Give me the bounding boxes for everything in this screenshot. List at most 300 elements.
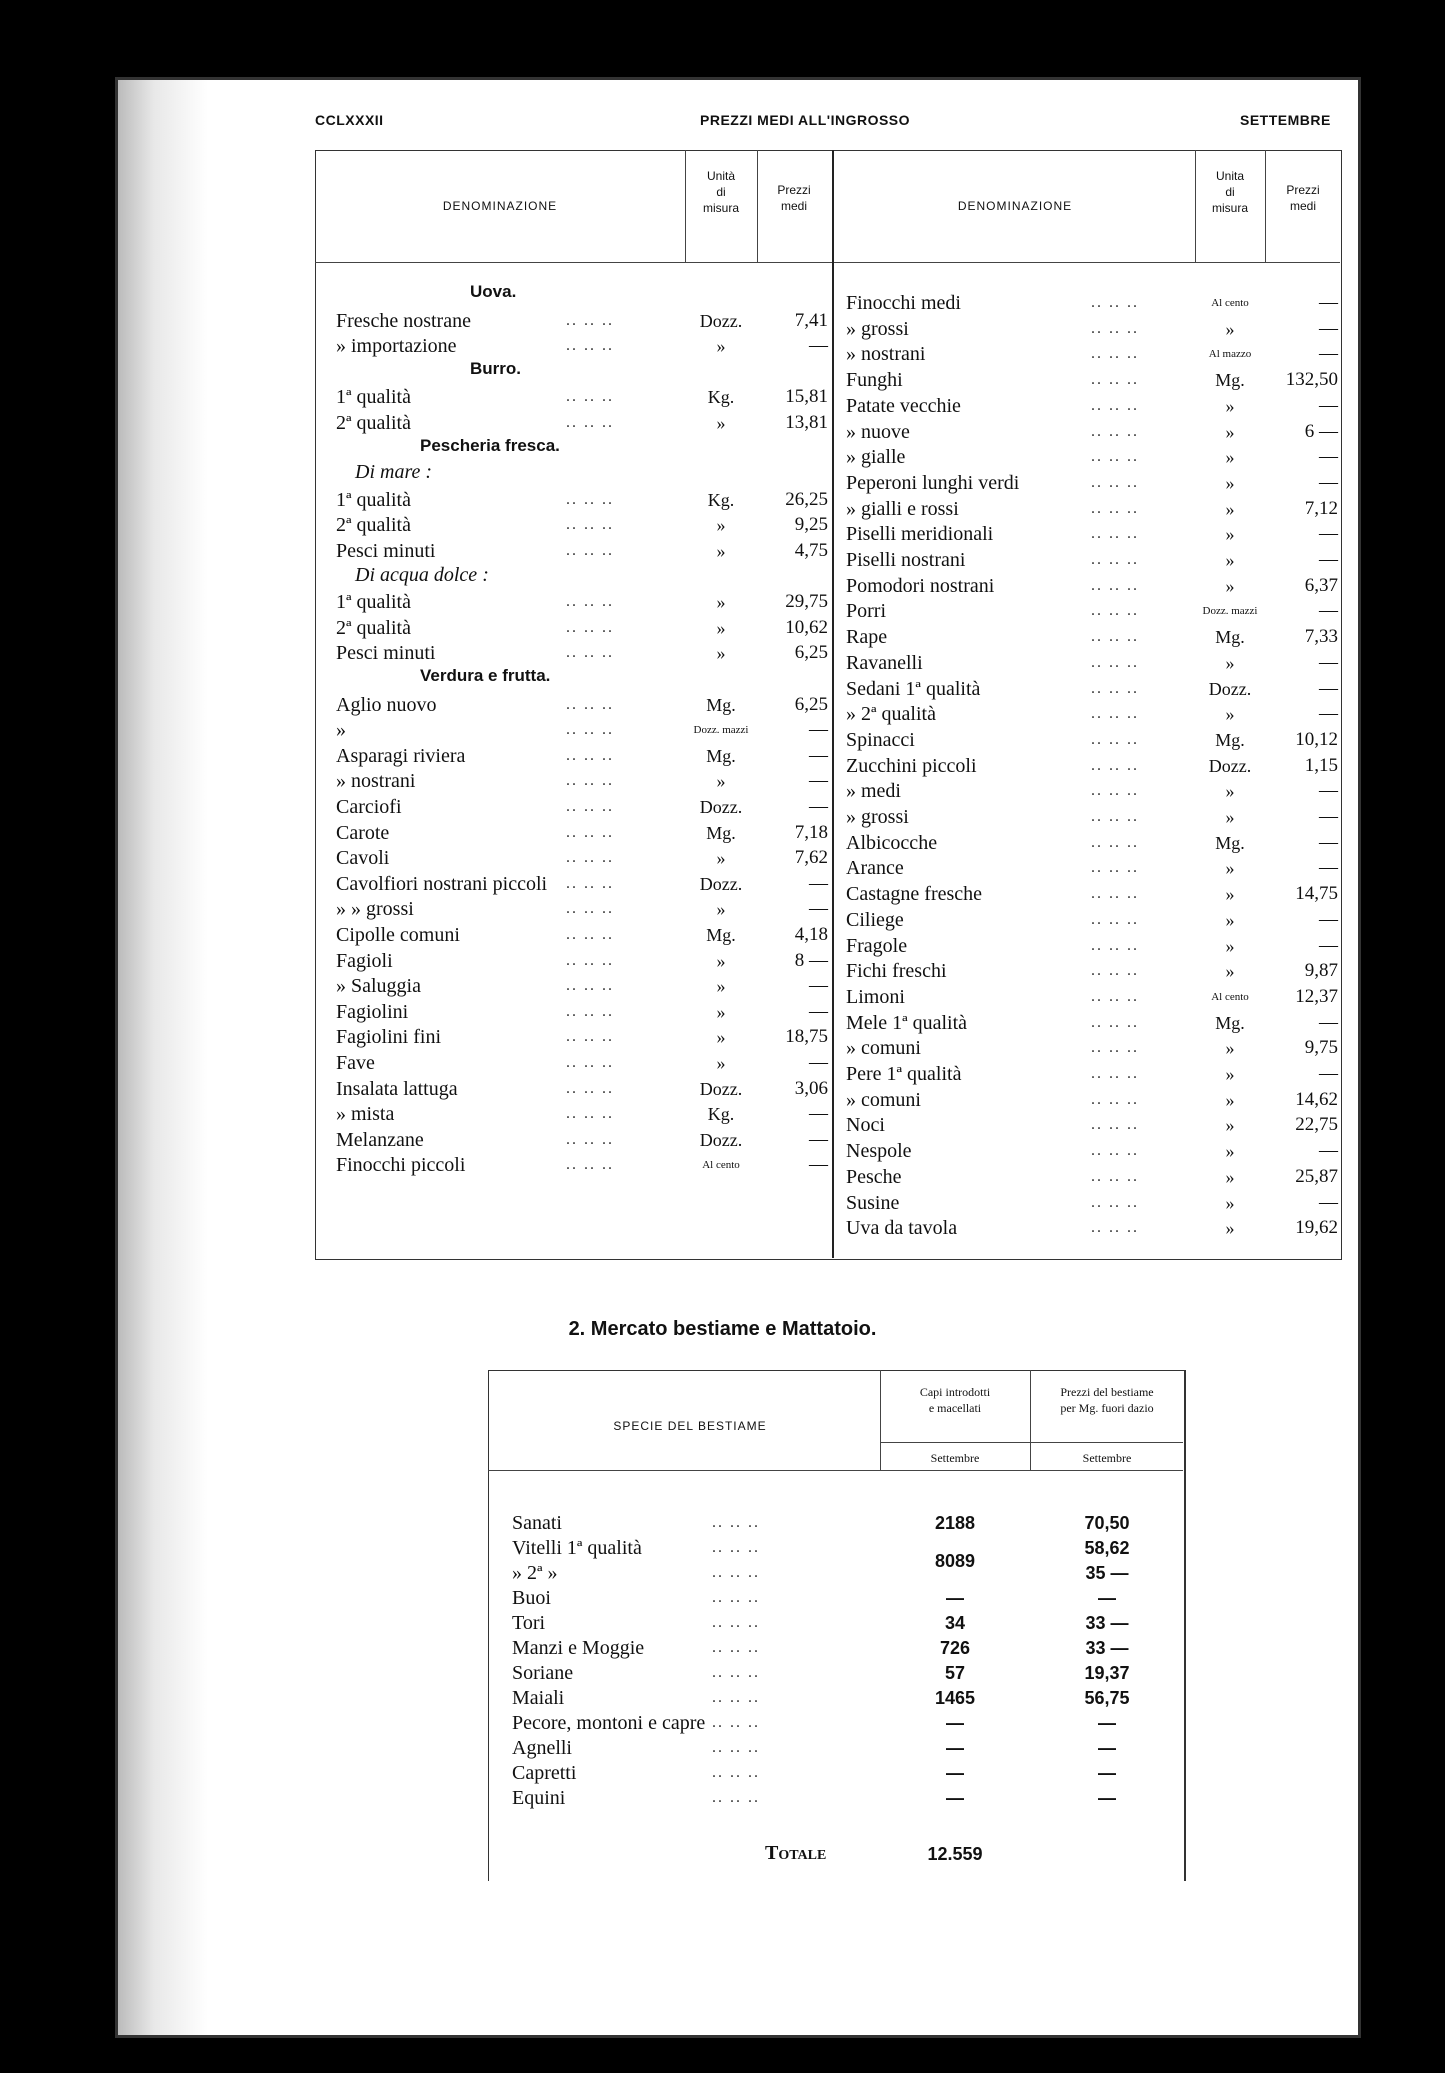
- item-name: » gialli e rossi: [846, 497, 959, 520]
- table-row: [336, 1152, 830, 1178]
- table-row: [846, 444, 1340, 470]
- item-unit: »: [1225, 447, 1235, 468]
- item-name: Carciofi: [336, 796, 402, 818]
- dot-leader: .. .. ..: [1091, 1193, 1139, 1211]
- item-price: 22,75: [1295, 1114, 1338, 1136]
- table-row: [846, 1215, 1340, 1241]
- item-name: » » grossi: [336, 898, 414, 921]
- dot-leader: .. .. ..: [566, 311, 614, 329]
- item-name: » grossi: [846, 317, 909, 340]
- dot-leader: .. .. ..: [1091, 833, 1139, 851]
- prezzo-value: —: [1098, 1713, 1116, 1733]
- item-unit: Al mazzo: [1208, 348, 1252, 361]
- dot-leader: .. .. ..: [1091, 987, 1139, 1005]
- item-unit: Mg.: [1215, 370, 1245, 391]
- table-row: [336, 794, 830, 820]
- table-row: [846, 1164, 1340, 1190]
- item-price: 10,12: [1295, 728, 1338, 750]
- capi-value: 1465: [934, 1688, 976, 1708]
- item-unit: »: [1225, 1166, 1235, 1187]
- species-name: Capretti: [512, 1762, 577, 1784]
- header-unit-line: Unità: [706, 169, 735, 183]
- prezzo-value: 33 —: [1085, 1613, 1129, 1633]
- header-prezzi-line: Prezzi del bestiame: [1060, 1385, 1154, 1399]
- dot-leader: .. .. ..: [1091, 962, 1139, 980]
- item-unit: Mg.: [706, 745, 736, 766]
- item-unit: Dozz.: [1208, 678, 1252, 699]
- header-species: SPECIE DEL BESTIAME: [613, 1419, 767, 1433]
- table-row: [336, 692, 830, 718]
- dot-leader: .. .. ..: [1091, 628, 1139, 646]
- item-price: —: [809, 1000, 828, 1022]
- dot-leader: .. .. ..: [1091, 602, 1139, 620]
- table-row: [846, 521, 1340, 547]
- dot-leader: .. .. ..: [712, 1664, 760, 1681]
- item-unit: Mg.: [1215, 627, 1245, 648]
- table-row: [846, 1061, 1340, 1087]
- prezzo-value: 58,62: [1084, 1538, 1130, 1558]
- table-row: [336, 589, 830, 615]
- item-name: Arance: [846, 857, 904, 880]
- item-unit: »: [1225, 421, 1235, 442]
- header-price-line: Prezzi: [1286, 183, 1320, 197]
- item-unit: »: [1225, 498, 1235, 519]
- capi-value: —: [946, 1738, 964, 1758]
- dot-leader: .. .. ..: [712, 1714, 760, 1731]
- table-row: [846, 778, 1340, 804]
- item-unit: Mg.: [706, 694, 736, 715]
- item-name: Noci: [846, 1114, 885, 1137]
- item-name: Pere 1ª qualità: [846, 1063, 962, 1085]
- dot-leader: .. .. ..: [1091, 782, 1139, 800]
- item-price: —: [809, 975, 828, 997]
- item-name: Fagiolini fini: [336, 1026, 441, 1049]
- item-price: 6,25: [794, 693, 828, 715]
- header-capi-line: Capi introdotti: [919, 1385, 991, 1399]
- item-name: Funghi: [846, 369, 903, 392]
- dot-leader: .. .. ..: [1091, 448, 1139, 466]
- table-row: [336, 410, 830, 436]
- capi-value: 57: [944, 1663, 966, 1683]
- dot-leader: .. .. ..: [712, 1564, 760, 1581]
- header-divider: [488, 1470, 1183, 1471]
- item-price: —: [1319, 806, 1338, 827]
- dot-leader: .. .. ..: [1091, 808, 1139, 825]
- table-row: [336, 768, 830, 794]
- item-price: —: [809, 898, 828, 920]
- livestock-row: [512, 1535, 1182, 1571]
- table-row: [846, 624, 1340, 650]
- item-name: Insalata lattuga: [336, 1077, 458, 1100]
- species-name: Vitelli 1ª qualità: [512, 1537, 642, 1559]
- section-heading: Verdura e frutta.: [420, 666, 551, 685]
- table-row: [846, 650, 1340, 676]
- item-price: —: [1319, 600, 1338, 622]
- species-name: Manzi e Moggie: [512, 1637, 645, 1659]
- table-row: [336, 896, 830, 922]
- dot-leader: .. .. ..: [712, 1689, 760, 1706]
- item-name: Pomodori nostrani: [846, 574, 995, 597]
- item-unit: Mg.: [706, 822, 736, 843]
- item-unit: »: [716, 771, 726, 792]
- item-name: Finocchi medi: [846, 292, 961, 314]
- item-price: 7,41: [794, 309, 828, 331]
- livestock-row: [512, 1760, 1182, 1786]
- item-price: 9,75: [1304, 1037, 1338, 1059]
- dot-leader: .. .. ..: [712, 1789, 760, 1806]
- item-name: Asparagi riviera: [336, 744, 466, 767]
- item-unit: Dozz.: [699, 797, 743, 817]
- dot-leader: .. .. ..: [712, 1739, 760, 1756]
- item-price: —: [809, 1154, 828, 1176]
- table-row: [846, 419, 1340, 445]
- item-name: Rape: [846, 626, 888, 649]
- table-row: [846, 470, 1340, 496]
- dot-leader: .. .. ..: [1091, 679, 1139, 697]
- item-price: 132,50: [1285, 369, 1338, 391]
- item-name: 1ª qualità: [336, 386, 411, 409]
- item-price: —: [1319, 523, 1338, 545]
- dot-leader: .. .. ..: [1091, 756, 1139, 774]
- item-name: » medi: [846, 780, 901, 803]
- header-unit-line: misura: [702, 201, 739, 215]
- item-name: Fresche nostrane: [336, 309, 471, 332]
- item-price: —: [1319, 908, 1338, 930]
- item-unit: »: [1225, 858, 1235, 879]
- species-name: Maiali: [512, 1687, 565, 1709]
- species-name: » 2ª »: [512, 1562, 558, 1584]
- prezzo-value: 70,50: [1084, 1513, 1130, 1533]
- total-value: 12.559: [927, 1844, 983, 1864]
- table-row: [846, 958, 1340, 984]
- item-name: » comuni: [846, 1037, 921, 1060]
- item-name: Sedani 1ª qualità: [846, 677, 981, 700]
- item-name: Cipolle comuni: [336, 924, 460, 946]
- item-price: 7,62: [794, 847, 828, 869]
- dot-leader: .. .. ..: [566, 721, 614, 739]
- dot-leader: .. .. ..: [1091, 859, 1139, 877]
- prezzo-value: 19,37: [1084, 1663, 1130, 1683]
- dot-leader: .. .. ..: [1091, 936, 1139, 954]
- dot-leader: .. .. ..: [566, 1156, 614, 1174]
- dot-leader: .. .. ..: [566, 1028, 614, 1046]
- table-row: [846, 496, 1340, 522]
- item-price: —: [1319, 1011, 1338, 1033]
- item-unit: »: [1225, 909, 1235, 930]
- item-unit: »: [716, 848, 726, 869]
- dot-leader: .. .. ..: [712, 1764, 760, 1781]
- dot-leader: .. .. ..: [566, 900, 614, 918]
- livestock-row: [512, 1660, 1182, 1686]
- table-row: [846, 341, 1340, 367]
- item-unit: »: [1225, 935, 1235, 956]
- header-prezzi-line: per Mg. fuori dazio: [1060, 1401, 1154, 1415]
- table-row: [846, 1087, 1340, 1113]
- item-unit: Kg.: [707, 1104, 735, 1125]
- item-price: 18,75: [785, 1026, 828, 1048]
- item-price: 9,87: [1304, 960, 1338, 982]
- dot-leader: .. .. ..: [566, 695, 614, 713]
- item-unit: »: [716, 976, 726, 997]
- table-row: [336, 308, 830, 334]
- dot-leader: .. .. ..: [1091, 1065, 1139, 1082]
- dot-leader: .. .. ..: [1091, 422, 1139, 440]
- item-unit: »: [1225, 652, 1235, 673]
- item-name: Susine: [846, 1191, 900, 1214]
- dot-leader: .. .. ..: [566, 618, 614, 636]
- item-name: Piselli meridionali: [846, 523, 994, 546]
- dot-leader: .. .. ..: [566, 337, 614, 355]
- item-unit: »: [1225, 961, 1235, 982]
- livestock-row: [512, 1685, 1182, 1711]
- item-unit: »: [716, 950, 726, 971]
- item-price: —: [1319, 1140, 1338, 1162]
- table-row: [846, 547, 1340, 573]
- table-row: [846, 984, 1340, 1010]
- subsection-heading: Di acqua dolce :: [355, 563, 489, 586]
- item-price: —: [1319, 703, 1338, 725]
- header-capi-month: Settembre: [930, 1451, 980, 1465]
- table-row: [846, 701, 1340, 727]
- section-heading: Pescheria fresca.: [420, 435, 560, 455]
- header-unit-line: di: [1225, 185, 1235, 199]
- dot-leader: .. .. ..: [566, 1130, 614, 1148]
- prezzo-value: 33 —: [1085, 1638, 1129, 1658]
- item-price: —: [1319, 343, 1338, 365]
- item-unit: Dozz.: [699, 1129, 743, 1150]
- item-unit: »: [1225, 1218, 1235, 1239]
- item-price: —: [809, 719, 828, 741]
- prezzo-value: —: [1098, 1588, 1116, 1608]
- item-name: Nespole: [846, 1140, 912, 1163]
- item-price: 1,15: [1304, 754, 1338, 776]
- table-row: [336, 973, 830, 999]
- species-name: Buoi: [512, 1587, 551, 1609]
- header-subdivider: [880, 1442, 1183, 1443]
- table-row: [846, 804, 1340, 830]
- dot-leader: .. .. ..: [1091, 1142, 1139, 1160]
- species-name: Agnelli: [512, 1737, 572, 1759]
- item-price: —: [1319, 394, 1338, 416]
- item-name: Fragole: [846, 934, 908, 957]
- dot-leader: .. .. ..: [1091, 1013, 1139, 1031]
- capi-value: 726: [939, 1638, 971, 1658]
- item-price: 19,62: [1295, 1217, 1338, 1239]
- item-price: —: [1319, 446, 1338, 468]
- item-unit: »: [716, 592, 726, 613]
- item-price: 25,87: [1295, 1165, 1338, 1187]
- dot-leader: .. .. ..: [566, 1079, 614, 1097]
- item-name: Pesci minuti: [336, 642, 436, 665]
- dot-leader: .. .. ..: [712, 1614, 760, 1631]
- item-unit: Dozz. mazzi: [1202, 605, 1258, 618]
- item-name: Fave: [336, 1052, 375, 1074]
- item-name: Pesche: [846, 1165, 902, 1188]
- item-unit: »: [1225, 884, 1235, 905]
- item-name: » mista: [336, 1103, 395, 1126]
- item-price: 12,37: [1295, 985, 1338, 1007]
- table-row: [846, 1010, 1340, 1036]
- item-price: 7,18: [794, 821, 828, 843]
- dot-leader: .. .. ..: [1091, 525, 1139, 543]
- header-price-line: medi: [1289, 199, 1316, 213]
- dot-leader: .. .. ..: [1091, 473, 1139, 491]
- item-unit: »: [716, 515, 726, 536]
- livestock-row: [512, 1785, 1182, 1811]
- dot-leader: .. .. ..: [1091, 576, 1139, 594]
- species-name: Equini: [512, 1787, 566, 1809]
- header-divider: [315, 262, 1340, 263]
- item-price: —: [809, 796, 828, 817]
- item-price: —: [1319, 317, 1338, 339]
- item-unit: »: [716, 1001, 726, 1022]
- prezzo-value: 35 —: [1085, 1563, 1129, 1583]
- table-row: [336, 871, 830, 897]
- dot-leader: .. .. ..: [566, 746, 614, 764]
- dot-leader: .. .. ..: [566, 644, 614, 662]
- item-price: —: [1319, 934, 1338, 956]
- item-price: —: [1319, 677, 1338, 699]
- item-unit: »: [1225, 1192, 1235, 1213]
- item-unit: »: [1225, 575, 1235, 596]
- item-unit: »: [716, 617, 726, 638]
- dot-leader: .. .. ..: [566, 593, 614, 611]
- item-price: 4,18: [794, 924, 828, 945]
- prezzo-value: 56,75: [1084, 1688, 1130, 1708]
- item-unit: Al cento: [702, 1159, 740, 1172]
- item-unit: »: [716, 541, 726, 561]
- item-price: 3,06: [794, 1077, 828, 1099]
- item-price: 26,25: [785, 488, 828, 510]
- item-price: —: [1319, 780, 1338, 802]
- table-row: [336, 1101, 830, 1127]
- table-row: [336, 820, 830, 846]
- item-name: Peperoni lunghi verdi: [846, 471, 1020, 494]
- item-unit: »: [1225, 550, 1235, 570]
- dot-leader: .. .. ..: [566, 1054, 614, 1071]
- dot-leader: .. .. ..: [712, 1639, 760, 1656]
- species-name: Sanati: [512, 1512, 562, 1534]
- item-price: 6,25: [794, 642, 828, 664]
- dot-leader: .. .. ..: [566, 977, 614, 995]
- table-row: [846, 1190, 1340, 1216]
- header-unit-line: Unita: [1215, 169, 1244, 183]
- capi-value: —: [946, 1713, 964, 1733]
- dot-leader: .. .. ..: [566, 772, 614, 790]
- livestock-row: [512, 1735, 1182, 1761]
- item-name: Pesci minuti: [336, 540, 436, 562]
- item-unit: »: [1225, 704, 1235, 725]
- dot-leader: .. .. ..: [566, 490, 614, 508]
- item-price: 9,25: [794, 514, 828, 536]
- prezzo-value: —: [1098, 1738, 1116, 1758]
- item-name: » nostrani: [846, 343, 926, 366]
- dot-leader: .. .. ..: [1091, 499, 1139, 517]
- dot-leader: .. .. ..: [566, 516, 614, 534]
- item-price: 10,62: [785, 616, 828, 638]
- dot-leader: .. .. ..: [1091, 294, 1139, 311]
- dot-leader: .. .. ..: [566, 874, 614, 892]
- item-price: 8 —: [794, 949, 828, 971]
- section-heading: Uova.: [470, 282, 517, 301]
- item-name: Ciliege: [846, 908, 904, 931]
- table-row: [336, 999, 830, 1025]
- item-name: Piselli nostrani: [846, 549, 966, 571]
- item-price: —: [1319, 1063, 1338, 1084]
- prezzo-value: —: [1098, 1788, 1116, 1808]
- item-name: Fagiolini: [336, 1000, 409, 1023]
- item-price: 13,81: [785, 412, 828, 433]
- item-unit: Mg.: [1215, 1012, 1245, 1033]
- header-prezzi: [1032, 1384, 1182, 1416]
- dot-leader: .. .. ..: [1091, 345, 1139, 363]
- item-price: 14,62: [1295, 1088, 1338, 1110]
- item-unit: »: [716, 413, 726, 433]
- item-unit: Mg.: [1215, 729, 1245, 750]
- table-row: [336, 333, 830, 359]
- prezzo-value: —: [1098, 1763, 1116, 1783]
- dot-leader: .. .. ..: [566, 926, 614, 943]
- livestock-row: [512, 1585, 1182, 1611]
- species-name: Pecore, montoni e capre: [512, 1712, 706, 1734]
- item-unit: »: [1225, 1064, 1235, 1084]
- item-unit: »: [1225, 524, 1235, 545]
- header-capi-line: e macellati: [928, 1401, 982, 1415]
- dot-leader: .. .. ..: [566, 542, 614, 559]
- dot-leader: .. .. ..: [1091, 319, 1139, 337]
- header-price-right: [1266, 182, 1340, 214]
- livestock-row: [512, 1560, 1182, 1586]
- item-name: Cavoli: [336, 847, 390, 870]
- table-row: [846, 753, 1340, 779]
- capi-value: 8089: [934, 1551, 976, 1571]
- item-name: Melanzane: [336, 1128, 424, 1151]
- table-row: [336, 1076, 830, 1102]
- item-name: Uva da tavola: [846, 1217, 958, 1240]
- table-row: [846, 676, 1340, 702]
- table-row: [336, 538, 830, 564]
- item-unit: »: [716, 899, 726, 920]
- item-unit: »: [1225, 395, 1235, 416]
- dot-leader: .. .. ..: [1091, 1116, 1139, 1134]
- table-row: [336, 1050, 830, 1076]
- item-name: Spinacci: [846, 728, 915, 751]
- table-row: [846, 855, 1340, 881]
- item-unit: Dozz. mazzi: [693, 724, 749, 737]
- item-name: » nostrani: [336, 770, 416, 793]
- table-row: [336, 743, 830, 769]
- item-name: » nuove: [846, 420, 910, 443]
- species-name: Tori: [512, 1612, 546, 1634]
- item-unit: »: [1225, 472, 1235, 493]
- item-name: 2ª qualità: [336, 514, 411, 537]
- item-name: Fagioli: [336, 949, 393, 972]
- table-row: [336, 1024, 830, 1050]
- item-price: —: [809, 1052, 828, 1073]
- item-name: Patate vecchie: [846, 394, 961, 417]
- subsection-heading: Di mare :: [355, 461, 433, 484]
- item-unit: »: [1225, 1089, 1235, 1110]
- dot-leader: .. .. ..: [566, 1002, 614, 1020]
- dot-leader: .. .. ..: [1091, 705, 1139, 723]
- species-name: Soriane: [512, 1662, 574, 1684]
- item-name: Aglio nuovo: [336, 693, 437, 716]
- page-number: CCLXXXII: [315, 112, 384, 128]
- item-price: —: [1319, 651, 1338, 673]
- item-price: 6 —: [1304, 420, 1338, 442]
- item-price: —: [1319, 831, 1338, 853]
- table-row: [336, 922, 830, 948]
